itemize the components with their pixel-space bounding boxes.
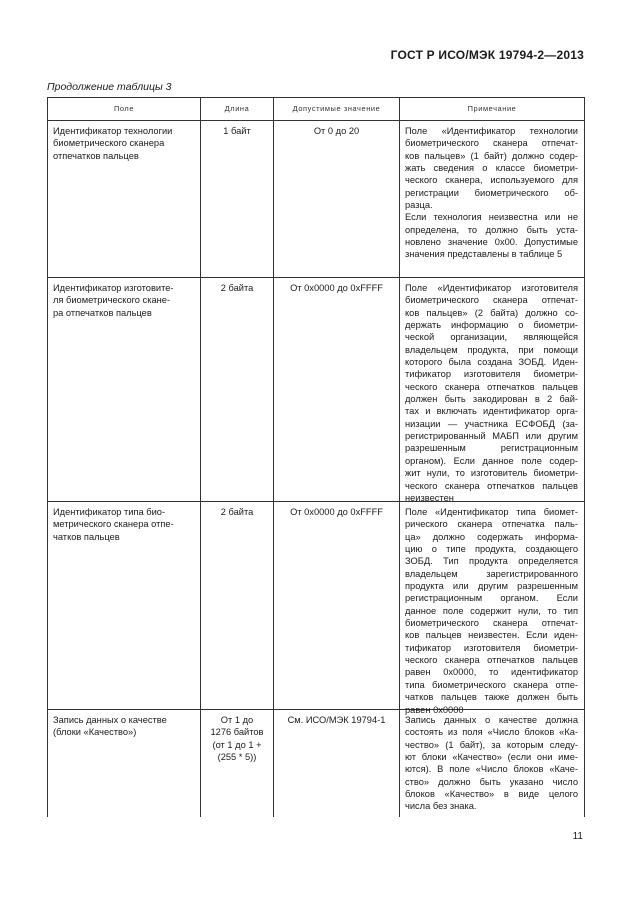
- text-line: блоков «Качество» в виде целого: [405, 789, 578, 800]
- cell-length: [201, 502, 274, 709]
- text-line: должен быть закодирован в 2 бай-: [405, 394, 578, 405]
- text-line: ков пальцев» (1 байт) должно содер-: [405, 150, 578, 161]
- text-line: Поле «Идентификатор изготовителя: [405, 283, 578, 293]
- text-line: биометрического сканера отпечат-: [405, 138, 578, 149]
- text-line: регистрации биометрического об-: [405, 187, 578, 198]
- cell-note: [400, 121, 584, 277]
- text-line: 1276 байтов: [210, 727, 264, 738]
- text-line: Поле «Идентификатор типа биомет-: [405, 507, 578, 517]
- cell-field: [48, 121, 201, 277]
- text-line: тификатор изготовителя биометри-: [405, 642, 578, 653]
- text-line: разрешенным регистрационным: [405, 443, 578, 454]
- table-row: [48, 502, 584, 715]
- text-line: чество» (1 байт), за которым следу-: [405, 739, 578, 750]
- text-line: Идентификатор технологии: [53, 126, 173, 136]
- cell-length: [201, 121, 274, 277]
- text-line: 2 байта: [220, 507, 254, 517]
- text-line: жать сведения о классе биометри-: [405, 163, 578, 174]
- text-line: (от 1 до 1 +: [212, 739, 262, 750]
- table-row: [48, 278, 584, 502]
- text-line: владельцем зарегистрированного: [405, 568, 578, 579]
- text-line: ются). В поле «Число блоков «Каче-: [405, 764, 578, 775]
- text-line: биометрического сканера: [53, 138, 165, 149]
- text-line: ческого сканера отпечатков пальцев: [405, 655, 578, 666]
- text-line: чатков пальцев: [53, 531, 120, 542]
- text-line: цию о типе продукта, создающего: [405, 544, 578, 555]
- text-line: 2 байта: [220, 283, 254, 293]
- text-line: рического сканера отпечатка паль-: [405, 519, 578, 530]
- text-line: владельцем продукта, при помощи: [405, 344, 578, 355]
- text-line: ство» должно быть указано число: [405, 776, 578, 787]
- text-line: продукта или другим разрешенным: [405, 581, 578, 592]
- table-row: [48, 710, 584, 817]
- text-line: неизвестен: [405, 492, 454, 503]
- text-line: которого была создана ЗОБД. Иден-: [405, 357, 578, 368]
- text-line: ля биометрического скане-: [53, 295, 171, 306]
- column-header-note: Примечание: [467, 104, 517, 113]
- text-line: ческого сканера отпечатков пальцев: [405, 480, 578, 491]
- text-line: держать информацию о биометри-: [405, 320, 578, 331]
- text-line: ра отпечатков пальцев: [53, 307, 152, 318]
- text-line: (255 * 5)): [217, 752, 257, 763]
- text-line: Запись данных о качестве: [53, 715, 167, 725]
- text-line: От 0 до 20: [313, 126, 360, 136]
- text-line: ческой организации, являющейся: [405, 332, 578, 343]
- text-line: биометрического сканера отпечат-: [405, 618, 578, 629]
- text-line: определена, то должно быть уста-: [405, 224, 578, 235]
- text-line: данное поле содержит нули, то тип: [405, 605, 578, 616]
- text-line: отпечатков пальцев: [53, 150, 139, 161]
- page-number: 11: [572, 831, 583, 842]
- cell-field: [48, 710, 201, 817]
- text-line: равен 0х0000: [405, 704, 464, 715]
- text-line: Запись данных о качестве должна: [405, 715, 578, 725]
- cell-length: [201, 710, 274, 817]
- cell-values: [274, 710, 400, 817]
- text-line: ца» должно содержать информа-: [405, 531, 578, 542]
- text-line: От 1 до: [220, 715, 254, 725]
- cell-values: [274, 121, 400, 277]
- text-line: метрического сканера отпе-: [53, 519, 174, 530]
- text-line: регистрационным органом. Если: [405, 593, 578, 604]
- table-caption: Продолжение таблицы 3: [47, 81, 172, 93]
- column-header-field: Поле: [48, 98, 201, 120]
- cell-field: [48, 502, 201, 709]
- data-table: [47, 97, 585, 817]
- text-line: Поле «Идентификатор технологии: [405, 126, 578, 136]
- cell-note: [400, 710, 584, 817]
- text-line: ков пальцев» (2 байта) должно со-: [405, 307, 578, 318]
- text-line: Идентификатор типа био-: [53, 507, 166, 517]
- table-header-row: [48, 98, 584, 121]
- text-line: числа без знака.: [405, 801, 477, 812]
- text-line: Если технология неизвестна или не: [405, 212, 578, 223]
- text-line: состоять из поля «Число блоков «Ка-: [405, 727, 578, 738]
- text-line: типа биометрического сканера отпе-: [405, 679, 578, 690]
- text-line: См. ИСО/МЭК 19794-1: [287, 715, 386, 725]
- text-line: (блоки «Качество»): [53, 727, 137, 738]
- text-line: равен 0х0000, то идентификатор: [405, 667, 578, 678]
- table-body: [48, 121, 584, 817]
- text-line: тах и включать идентификатор орга-: [405, 406, 578, 417]
- cell-note: [400, 278, 584, 501]
- text-line: биометрического сканера отпечат-: [405, 295, 578, 306]
- text-line: значения представлены в таблице 5: [405, 249, 563, 260]
- cell-note: [400, 502, 584, 715]
- text-line: ков пальцев неизвестен. Если иден-: [405, 630, 578, 641]
- cell-length: [201, 278, 274, 501]
- text-line: Идентификатор изготовите-: [53, 283, 174, 293]
- text-line: регистрированный МАБП или другим: [405, 431, 578, 442]
- text-line: ческого сканера, используемого для: [405, 175, 578, 186]
- text-line: От 0х0000 до 0xFFFF: [290, 507, 383, 517]
- column-header-values: Допустимые значение: [274, 98, 400, 120]
- text-line: ЗОБД. Тип продукта определяется: [405, 556, 578, 567]
- table-row: [48, 121, 584, 278]
- text-line: органом). Если данное поле содер-: [405, 455, 578, 466]
- text-line: ют блоки «Качество» (если они име-: [405, 752, 578, 763]
- document-standard-header: ГОСТ Р ИСО/МЭК 19794-2—2013: [390, 48, 584, 62]
- text-line: тификатор изготовителя биометри-: [405, 369, 578, 380]
- cell-field: [48, 278, 201, 501]
- text-line: 1 байт: [223, 126, 251, 136]
- text-line: чатков пальцев также должен быть: [405, 692, 578, 703]
- cell-values: [274, 278, 400, 501]
- text-line: От 0х0000 до 0xFFFF: [290, 283, 383, 293]
- text-line: разца.: [405, 200, 433, 211]
- text-line: низации — участника ЕСФОБД (за-: [405, 418, 578, 429]
- text-line: жит нули, то изготовитель биометри-: [405, 468, 578, 479]
- text-line: новлено значение 0х00. Допустимые: [405, 237, 578, 248]
- column-header-length: Длина: [201, 98, 274, 120]
- text-line: ческого сканера отпечатков пальцев: [405, 381, 578, 392]
- cell-values: [274, 502, 400, 709]
